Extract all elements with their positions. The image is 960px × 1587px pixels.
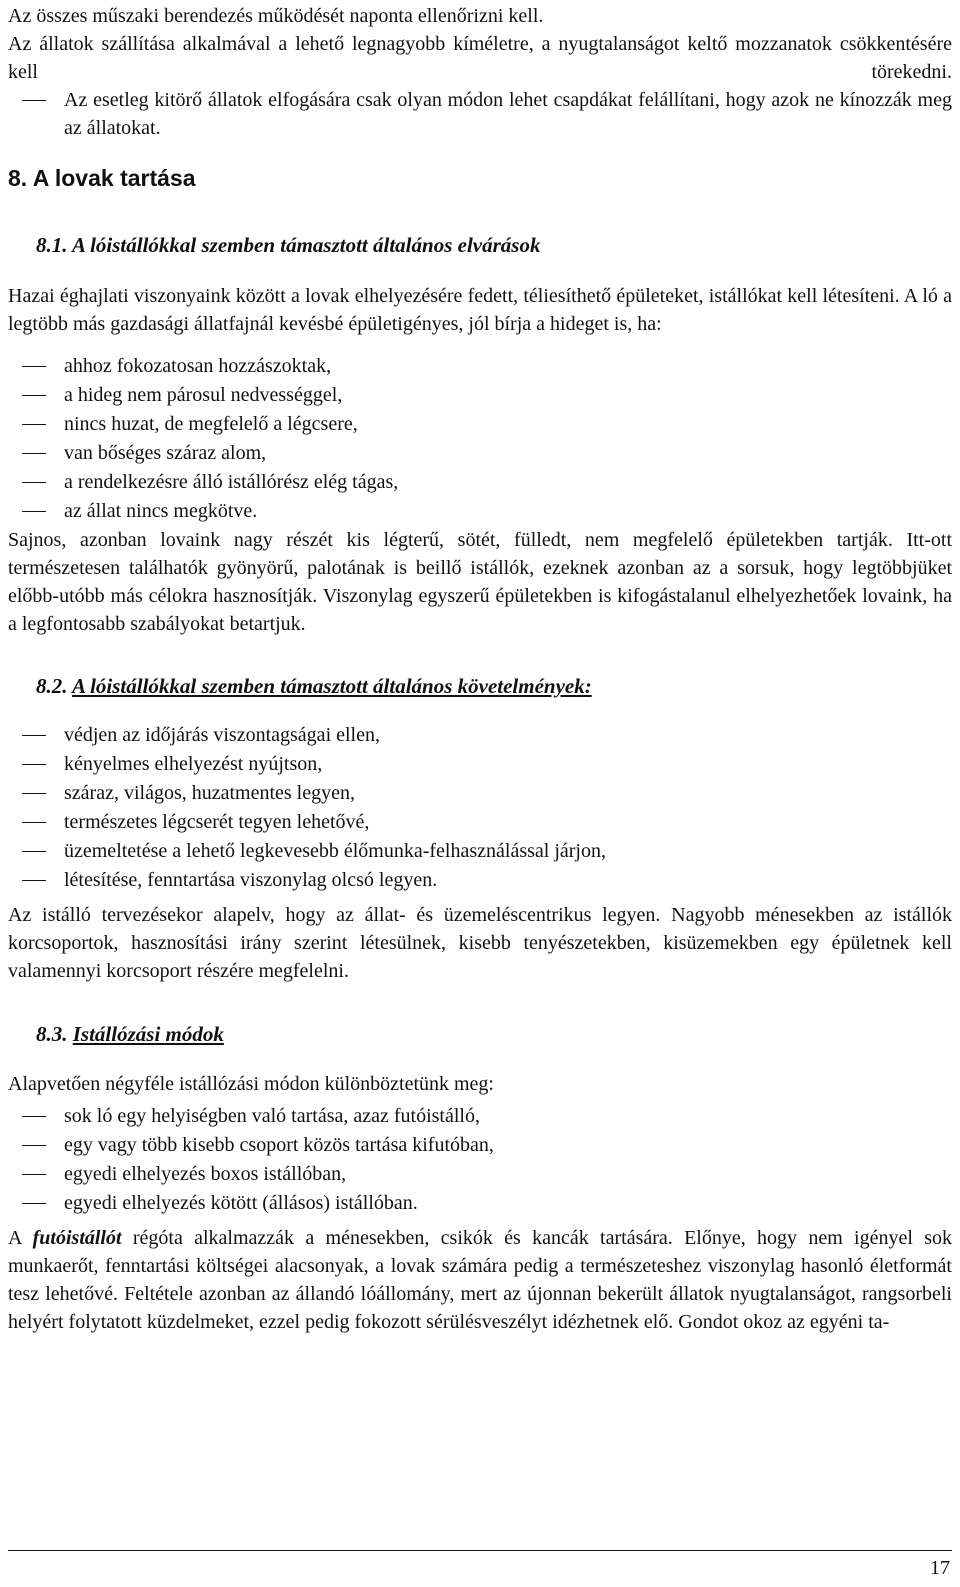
list-item-text: védjen az időjárás viszontagságai ellen, — [64, 724, 380, 746]
section-title: Istállózási módok — [72, 1022, 224, 1046]
list-item-text: létesítése, fenntartása viszonylag olcsó legyen. — [64, 869, 438, 891]
list-item — [8, 779, 952, 808]
dash-bullet-icon — [22, 424, 46, 425]
list-item — [8, 439, 952, 468]
section1-paragraph-1: Hazai éghajlati viszonyaink között a lovak elhelyezésére fedett, téliesíthető épületeket, istállókat kell létesíteni. A ló a legtöbb más gazdasági állatfajnál kevésbé épületigényes, jól bírja a hideget is, ha: — [8, 285, 952, 335]
list-item — [8, 1131, 952, 1160]
list-item — [8, 808, 952, 837]
dash-bullet-icon — [22, 366, 46, 367]
dash-bullet-icon — [22, 793, 46, 794]
list-item-text: a hideg nem párosul nedvességgel, — [64, 384, 343, 406]
intro-paragraph-2: Az állatok szállítása alkalmával a lehető legnagyobb kíméletre, a nyugtalanságot keltő mozzanatok csökkentésére kell törekedni. — [8, 33, 952, 83]
list-item-text: kényelmes elhelyezést nyújtson, — [64, 753, 323, 775]
paragraph-body: régóta alkalmazzák a ménesekben, csikók és kancák tartására. Előnye, hogy nem igényel sok munkaerőt, fenntartási költségei alacsonyak, a lovak számára pedig a természeteshez viszonylag hasonló életformát tesz lehetővé. Feltétele azonban az állandó lóállomány, mert az újonnan bekerült állatok nyugtalanságot, rangsorbeli helyért folytatott küzdelmeket, ezzel pedig fokozott sérülésveszélyt idézhetnek elő. Gondot okoz az egyéni ta- — [8, 1227, 952, 1333]
dash-bullet-icon — [22, 1203, 46, 1204]
dash-bullet-icon — [22, 395, 46, 396]
section1-paragraph-2: Sajnos, azonban lovaink nagy részét kis légterű, sötét, fülledt, nem megfelelő épületekben tartják. Itt-ott természetesen találhatók gyönyörű, palotának is beillő istállók, ezeknek azonban az a sorsuk, hogy legtöbbjüket előbb-utóbb más célokra hasznosítják. Viszonylag egyszerű épületekben is kifogástalanul elhelyezhetőek lovaink, ha a legfontosabb szabályokat betartjuk. — [8, 529, 952, 635]
list-item — [8, 468, 952, 497]
dash-bullet-icon — [22, 1116, 46, 1117]
list-item — [8, 750, 952, 779]
list-item-text: van bőséges száraz alom, — [64, 442, 267, 464]
section-number: 8.2. — [36, 674, 72, 698]
section3-paragraph-1: Alapvetően négyféle istállózási módon különböztetünk meg: — [8, 1073, 494, 1095]
list-item-text: ahhoz fokozatosan hozzászoktak, — [64, 355, 332, 377]
section-title: A lóistállókkal szemben támasztott általános követelmények: — [71, 674, 592, 698]
emphasized-term: futóistállót — [32, 1227, 122, 1249]
chapter-heading: 8. A lovak tartása — [8, 165, 196, 191]
list-item — [8, 1102, 952, 1131]
dash-bullet-icon — [22, 511, 46, 512]
section3-paragraph-2 — [8, 1224, 952, 1336]
section-heading-8-2 — [8, 672, 952, 700]
section1-list — [8, 352, 952, 526]
dash-bullet-icon — [22, 851, 46, 852]
list-item — [8, 410, 952, 439]
section-heading-8-3 — [8, 1020, 952, 1048]
list-item — [8, 497, 952, 526]
list-item — [8, 1189, 952, 1218]
list-item-text: száraz, világos, huzatmentes legyen, — [64, 782, 355, 804]
section3-list — [8, 1102, 952, 1218]
list-item — [8, 837, 952, 866]
intro-list-text: Az esetleg kitörő állatok elfogására csak olyan módon lehet csapdákat felállítani, hogy azok ne kínozzák meg az állatokat. — [64, 89, 952, 139]
list-item-text: nincs huzat, de megfelelő a légcsere, — [64, 413, 358, 435]
page-number: 17 — [930, 1557, 950, 1579]
list-item-text: az állat nincs megkötve. — [64, 500, 258, 522]
list-item-text: a rendelkezésre álló istállórész elég tágas, — [64, 471, 399, 493]
dash-bullet-icon — [22, 100, 46, 101]
list-item-text: egy vagy több kisebb csoport közös tartása kifutóban, — [64, 1134, 494, 1156]
list-item — [8, 1160, 952, 1189]
section-heading-8-1: 8.1. A lóistállókkal szemben támasztott általános elvárások — [36, 233, 541, 257]
section2-list — [8, 721, 952, 895]
dash-bullet-icon — [22, 880, 46, 881]
list-item-text: természetes légcserét tegyen lehetővé, — [64, 811, 370, 833]
document-page — [8, 0, 952, 1336]
list-item-text: egyedi elhelyezés kötött (állásos) istállóban. — [64, 1192, 418, 1214]
list-item — [8, 381, 952, 410]
list-item-text: sok ló egy helyiségben való tartása, azaz futóistálló, — [64, 1105, 480, 1127]
dash-bullet-icon — [22, 482, 46, 483]
dash-bullet-icon — [22, 764, 46, 765]
dash-bullet-icon — [22, 453, 46, 454]
list-item — [8, 866, 952, 895]
dash-bullet-icon — [22, 735, 46, 736]
section2-paragraph: Az istálló tervezésekor alapelv, hogy az állat- és üzemeléscentrikus legyen. Nagyobb ménesekben az istállók korcsoportok, hasznosítási irány szerint létesülnek, kisebb tenyészetekben, kisüzemekben egy épületnek kell valamennyi korcsoport részére megfelelni. — [8, 904, 952, 982]
dash-bullet-icon — [22, 1145, 46, 1146]
section-number: 8.3. — [36, 1022, 73, 1046]
list-item — [8, 721, 952, 750]
intro-paragraph-1: Az összes műszaki berendezés működését naponta ellenőrizni kell. — [8, 5, 544, 27]
intro-list-item — [8, 86, 952, 142]
list-item-text: üzemeltetése a lehető legkevesebb élőmunka-felhasználással járjon, — [64, 840, 606, 862]
dash-bullet-icon — [22, 1174, 46, 1175]
dash-bullet-icon — [22, 822, 46, 823]
paragraph-prefix: A — [8, 1227, 33, 1249]
footer-divider — [8, 1550, 952, 1551]
list-item — [8, 352, 952, 381]
list-item-text: egyedi elhelyezés boxos istállóban, — [64, 1163, 347, 1185]
